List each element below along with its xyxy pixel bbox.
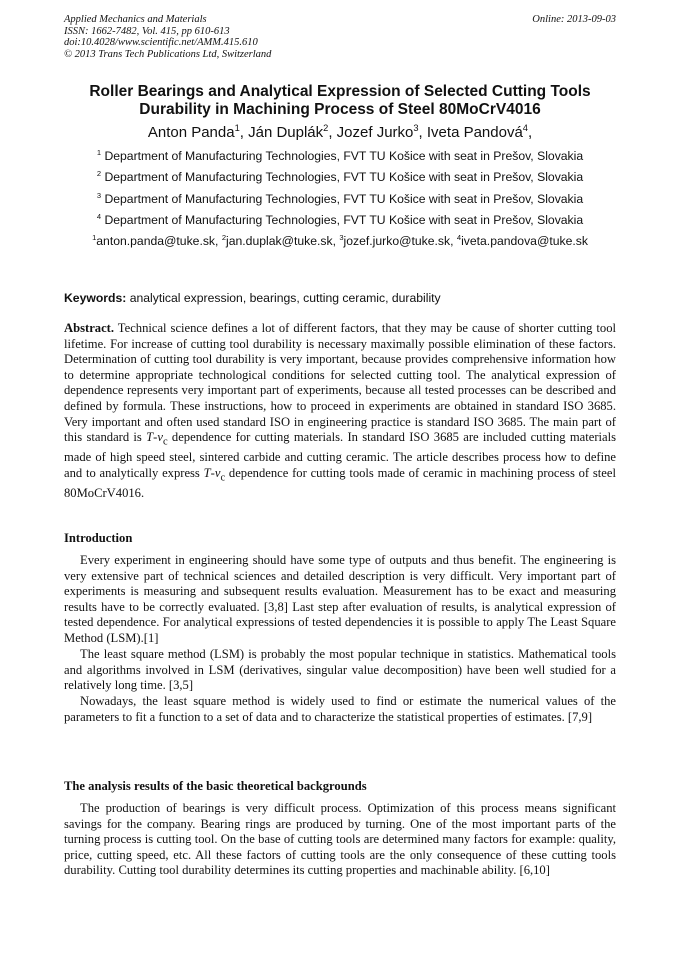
symbol-T: T	[203, 465, 211, 480]
journal-name: Applied Mechanics and Materials	[64, 14, 207, 25]
affiliation-line	[64, 167, 616, 188]
email-sup: 3	[339, 233, 344, 243]
email-sup: 2	[221, 233, 227, 243]
affiliation-line	[64, 210, 616, 231]
subscript-c: c	[162, 436, 168, 448]
author-name: Anton Panda	[147, 124, 235, 141]
author-sup: 3	[413, 123, 419, 133]
affiliation-text: Department of Manufacturing Technologies, FVT TU Košice with seat in Prešov, Slovakia	[104, 212, 584, 227]
author-sup: 4	[522, 123, 528, 133]
title-line-2: Durability in Machining Process of Steel 80MoCrV4016	[139, 101, 541, 118]
email-link[interactable]: anton.panda@tuke.sk	[96, 234, 216, 249]
symbol-T: T	[146, 430, 154, 445]
author-name: Jozef Jurko	[336, 124, 414, 141]
affiliation-text: Department of Manufacturing Technologies, FVT TU Košice with seat in Prešov, Slovakia	[104, 149, 584, 163]
symbol-v: v	[157, 430, 163, 445]
abstract: Abstract. Technical science defines a lot of different factors, that they may be cause of shorter cutting tool lifetime. For increase of cutting tool durability is necessary maximally possible elimination of these factors. Determination of cutting tool durability is very important, because provides comprehensive information how to determine appropriate technological conditions for selected cutting tool. The analytical expression of dependence represents very important part of experiments, because all tested processes can be described and defined by formula. These instructions, how to proceed in experiments are obtained in standard ISO 3685. Very important and often used standard ISO in engineering practice is standard ISO 3685. The main part of this standard is $T-v_c$ dependence for cutting materials. In standard ISO 3685 are included cutting materials made of high speed steel, sintered carbide and cutting ceramic. The article describes process how to define and to analytically express $T-v_c$ dependence for cutting tools made of ceramic in machining process of steel 80MoCrV4016.	[64, 321, 617, 500]
intro-paragraph-2: The least square method (LSM) is probably the most popular technique in statistics. Mathematical tools and algorithms involved in LSM (derivatives, singular value decomposition) have been well studied for a relatively long time. [3,5]	[64, 647, 616, 693]
affiliation-sup: 2	[96, 169, 102, 179]
email-link[interactable]: jozef.jurko@tuke.sk	[343, 234, 451, 249]
author-name: Ján Duplák	[248, 124, 324, 141]
email-link[interactable]: iveta.pandova@tuke.sk	[461, 234, 588, 249]
keywords	[64, 291, 616, 305]
symbol-v: v	[214, 465, 221, 480]
title-line-1: Roller Bearings and Analytical Expression of Selected Cutting Tools	[89, 83, 591, 100]
analysis-paragraph-1: The production of bearings is very difficult process. Optimization of this process means significant savings for the company. Bearing rings are produced by turning. One of the most important parts of the turning process is cutting tool. On the base of cutting tools are determined many factors for example: quality, price, cutting speed, etc. All these factors of cutting tools are the only consequence of these cutting tools durability. Cutting tool durability determines its cutting properties and machinable ability. [6,10]	[64, 801, 616, 878]
doi-line: doi:10.4028/www.scientific.net/AMM.415.610	[64, 37, 258, 48]
intro-paragraph-3: Nowadays, the least square method is widely used to find or estimate the numerical values of the parameters to fit a function to a set of data and to characterize the statistical properties of estimates. [7,9]	[64, 694, 616, 724]
affiliation-text: Department of Manufacturing Technologies, FVT TU Košice with seat in Prešov, Slovakia	[104, 191, 584, 206]
email-sup: 1	[92, 233, 97, 243]
abstract-text-1: Technical science defines a lot of different factors, that they may be cause of shorter cutting tool lifetime. For increase of cutting tool durability is necessary maximally possible elimination of these factors. Determination of cutting tool durability is very important, because provides comprehensive information how to determine appropriate technological conditions for selected cutting tool. The analytical expression of dependence represents very important part of experiments, because all tested processes can be described and defined by formula. These instructions, how to proceed in experiments are obtained in standard ISO 3685. Very important and often used standard ISO in engineering practice is standard ISO 3685. The main part of this standard is	[64, 321, 617, 445]
abstract-text-3: dependence for cutting tools made of ceramic in machining process of steel 80MoCrV4016.	[64, 465, 616, 500]
issn-line: ISSN: 1662-7482, Vol. 415, pp 610-613	[64, 25, 230, 37]
affiliation-sup: 4	[96, 211, 102, 221]
affiliation-line	[64, 146, 616, 167]
affiliation-text: Department of Manufacturing Technologies, FVT TU Košice with seat in Prešov, Slovakia	[104, 170, 584, 185]
abstract-label: Abstract.	[64, 321, 115, 335]
copyright-line: © 2013 Trans Tech Publications Ltd, Switzerland	[64, 48, 272, 60]
section-heading-introduction: Introduction	[64, 531, 133, 545]
abstract-text-2: dependence for cutting materials. In standard ISO 3685 are included cutting materials made of high speed steel, sintered carbide and cutting ceramic. The article describes process how to define and to analytically express	[64, 430, 616, 480]
subscript-c: c	[220, 472, 226, 484]
affiliations	[64, 146, 616, 252]
intro-paragraph-1: Every experiment in engineering should have some type of outputs and thus benefit. The engineering is very extensive part of technical sciences and detailed description is very difficult. Very important part of experiments is measuring and subsequent results evaluation. Measurement has to be exact and measuring results have to be correctly evaluated. [3,8] Last step after evaluation of results, is analytical expression of tested dependence. For analytical expressions of tested dependencies it is possible to apply The Least Square Method (LSM).[1]	[64, 553, 616, 645]
affiliation-sup: 3	[96, 190, 102, 200]
email-sup: 4	[456, 233, 462, 243]
author-sup: 2	[323, 123, 329, 133]
section-heading-analysis: The analysis results of the basic theoretical backgrounds	[64, 779, 367, 793]
keywords-text: analytical expression, bearings, cutting ceramic, durability	[129, 291, 441, 305]
email-line: $^1$anton.panda@tuke.sk, $^2$jan.duplak@tuke.sk, $^3$jozef.jurko@tuke.sk, $^4$iveta.pandova@tuke.sk	[92, 233, 588, 249]
author-name: Iveta Pandová	[426, 124, 523, 141]
author-sup: 1	[234, 123, 240, 133]
keywords-label: Keywords:	[64, 291, 127, 305]
email-link[interactable]: jan.duplak@tuke.sk	[226, 234, 333, 249]
author-list: Anton Panda$^1$, Ján Duplák$^2$, Jozef Jurko$^3$, Iveta Pandová$^4$,	[147, 123, 533, 141]
journal-header	[64, 14, 616, 60]
affiliation-sup: 1	[96, 147, 102, 157]
paper-title	[64, 83, 616, 119]
affiliation-line	[64, 189, 616, 210]
online-date: Online: 2013-09-03	[532, 14, 616, 25]
